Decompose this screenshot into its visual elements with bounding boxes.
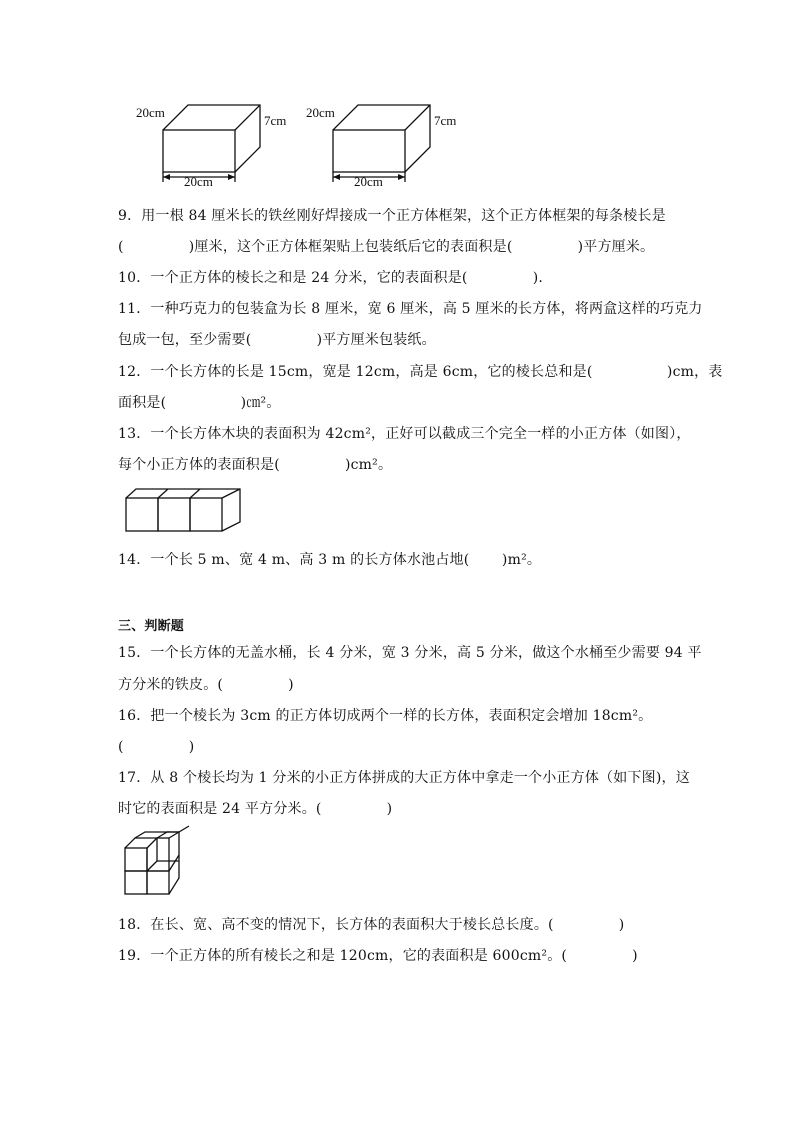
box1-depth-label: 20cm xyxy=(136,105,165,120)
cuboid-figure-2 xyxy=(300,100,470,190)
q9-line2: ( )厘米，这个正方体框架贴上包装纸后它的表面积是( )平方厘米。 xyxy=(118,239,655,255)
q9-line1: 9．用一根 84 厘米长的铁丝刚好焊接成一个正方体框架，这个正方体框架的每条棱长是 xyxy=(118,208,666,224)
q10-line: 10．一个正方体的棱长之和是 24 分米，它的表面积是( ). xyxy=(118,270,544,286)
q16-line2: ( ) xyxy=(118,739,195,755)
q17-line2: 时它的表面积是 24 平方分米。( ) xyxy=(118,801,393,817)
cuboid-figure-1 xyxy=(130,100,300,190)
q11-line1: 11．一种巧克力的包装盒为长 8 厘米，宽 6 厘米，高 5 厘米的长方体，将两盒这样的巧克力 xyxy=(118,301,703,317)
section-heading-judgement: 三、判断题 xyxy=(118,619,185,634)
q15-line1: 15．一个长方体的无盖水桶，长 4 分米，宽 3 分米，高 5 分米，做这个水桶至少需要 94 平 xyxy=(118,645,702,661)
q16-line1: 16．把一个棱长为 3cm 的正方体切成两个一样的长方体，表面积定会增加 18cm²。 xyxy=(118,708,653,724)
q19-line: 19．一个正方体的所有棱长之和是 120cm，它的表面积是 600cm²。( ) xyxy=(118,948,638,964)
q11-line2: 包成一包，至少需要( )平方厘米包装纸。 xyxy=(118,332,436,348)
box1-length-label: 20cm xyxy=(184,174,213,189)
q14-line: 14．一个长 5 m、宽 4 m、高 3 m 的长方体水池占地( )m²。 xyxy=(118,552,542,568)
q13-line2: 每个小正方体的表面积是( )cm²。 xyxy=(118,457,393,473)
q17-line1: 17．从 8 个棱长均为 1 分米的小正方体拼成的大正方体中拿走一个小正方体（如下图)，这 xyxy=(118,770,690,786)
q13-line1: 13．一个长方体木块的表面积为 42cm²，正好可以截成三个完全一样的小正方体（如图）， xyxy=(118,426,691,442)
q12-line1: 12．一个长方体的长是 15cm，宽是 12cm，高是 6cm，它的棱长总和是( )cm，表 xyxy=(118,364,723,380)
q18-line: 18．在长、宽、高不变的情况下，长方体的表面积大于棱长总长度。( ) xyxy=(118,917,625,933)
three-cubes-figure xyxy=(120,486,250,536)
q12-line2: 面积是( )㎝²。 xyxy=(118,395,281,411)
box2-height-label: 7cm xyxy=(434,113,457,128)
box2-length-label: 20cm xyxy=(354,174,383,189)
box2-depth-label: 20cm xyxy=(306,105,335,120)
box1-height-label: 7cm xyxy=(264,113,287,128)
cube-removed-figure xyxy=(120,830,200,900)
q15-line2: 方分米的铁皮。( ) xyxy=(118,677,294,693)
